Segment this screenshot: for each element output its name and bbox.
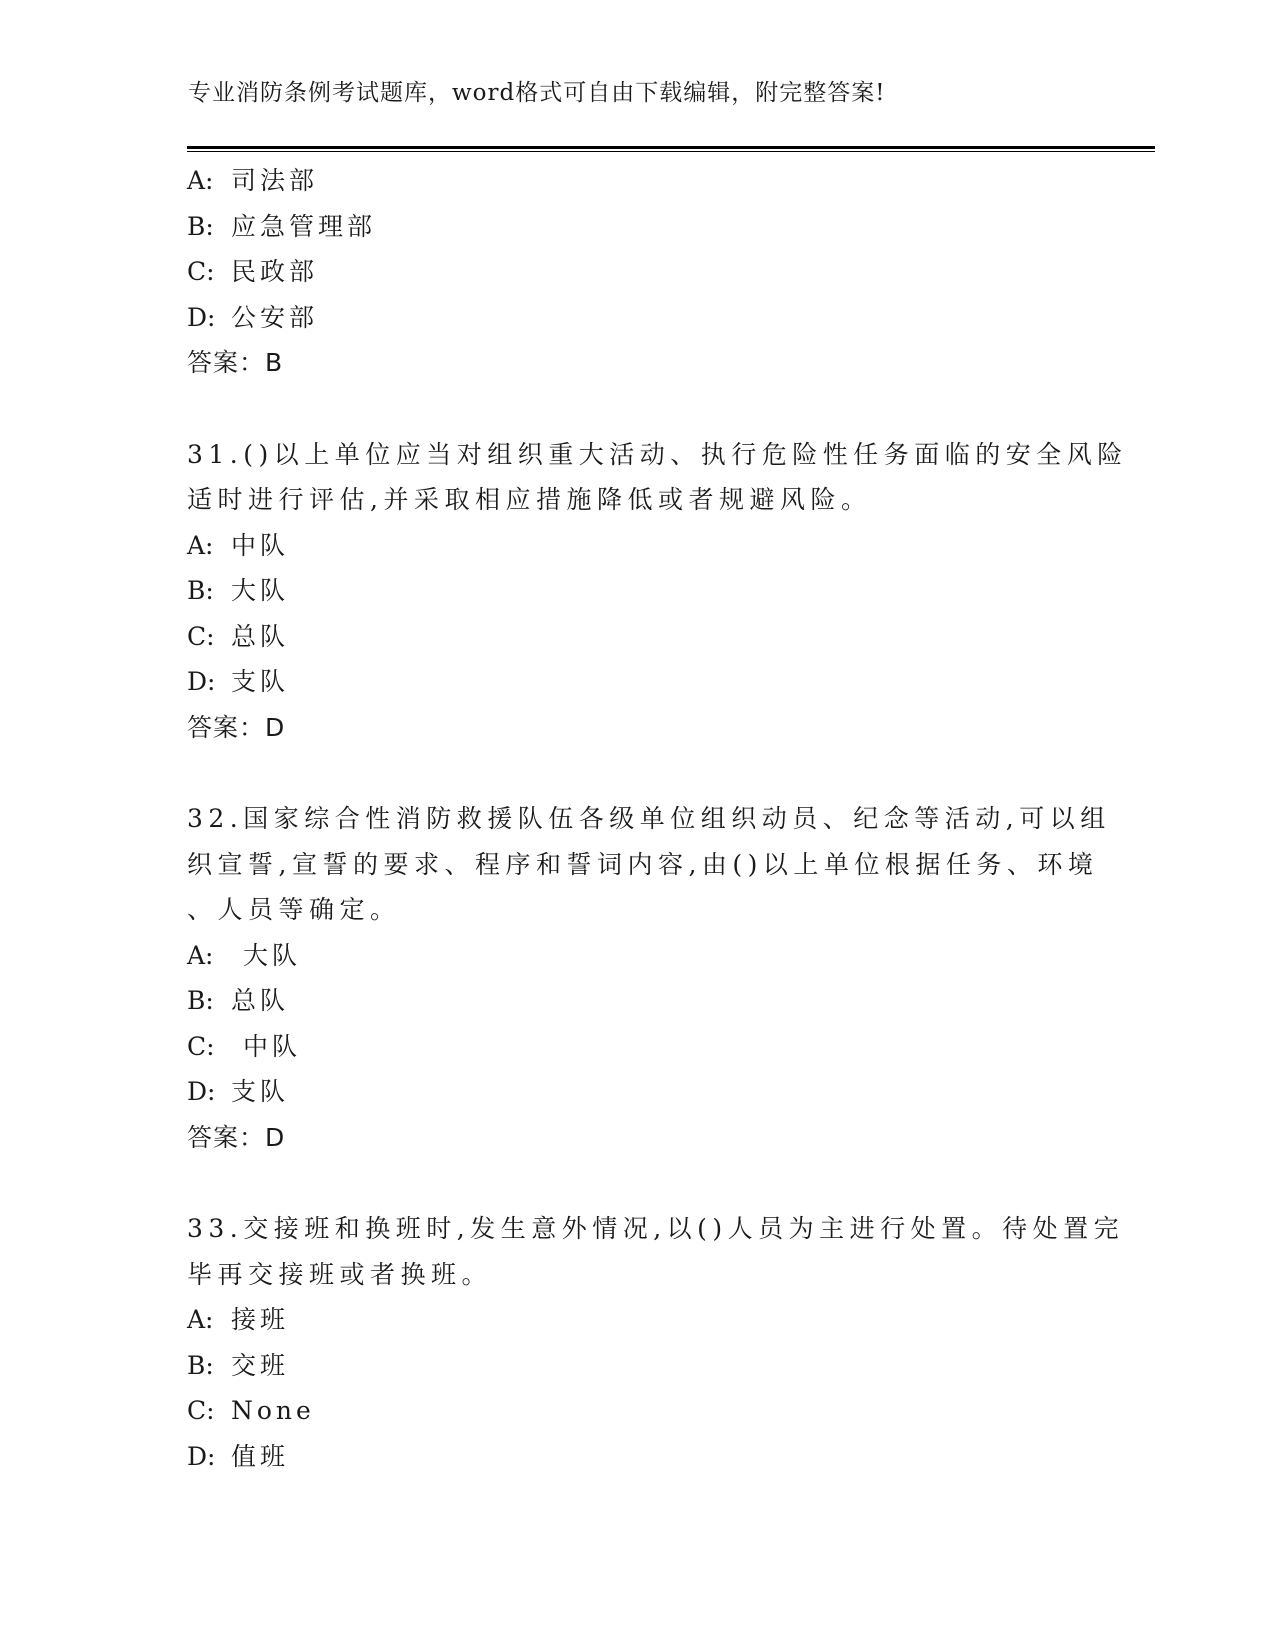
question-32 xyxy=(187,796,1111,1160)
option-key: A: xyxy=(187,940,214,970)
option-key: D: xyxy=(187,1441,216,1471)
option-d xyxy=(187,295,1087,341)
option-text: 交班 xyxy=(231,1350,290,1380)
option-text: 总队 xyxy=(231,986,290,1015)
option-key: C: xyxy=(187,1031,215,1061)
question-stem-line: 织宣誓,宣誓的要求、程序和誓词内容,由()以上单位根据任务、环境 xyxy=(187,849,1099,879)
page-header: 专业消防条例考试题库，word格式可自由下载编辑，附完整答案! xyxy=(188,80,886,106)
spacer xyxy=(187,386,1087,432)
option-b xyxy=(187,568,1087,614)
question-30 xyxy=(187,158,1087,386)
option-d xyxy=(187,1434,1087,1480)
question-stem-line: 31.()以上单位应当对组织重大活动、执行危险性任务面临的安全风险 xyxy=(187,439,1128,469)
option-c xyxy=(187,614,1087,660)
header-divider-thin xyxy=(187,151,1155,152)
option-d xyxy=(187,659,1087,705)
option-text: 大队 xyxy=(231,576,290,605)
question-stem-line: 32.国家综合性消防救援队伍各级单位组织动员、纪念等活动,可以组 xyxy=(187,804,1111,833)
option-text: 应急管理部 xyxy=(231,211,377,241)
option-key: B: xyxy=(187,211,214,241)
option-key: D: xyxy=(187,1077,216,1106)
option-b xyxy=(187,1343,1087,1389)
spacer xyxy=(187,750,1087,796)
option-b xyxy=(187,978,1087,1024)
option-b xyxy=(187,204,1087,250)
option-key: D: xyxy=(187,667,216,696)
option-a xyxy=(187,158,1087,204)
option-text: 公安部 xyxy=(231,302,319,332)
answer-line: 答案：D xyxy=(187,712,286,742)
question-stem-line: 毕再交接班或者换班。 xyxy=(187,1259,493,1289)
option-text: 中队 xyxy=(231,530,290,560)
option-key: C: xyxy=(187,1396,215,1425)
option-text: 大队 xyxy=(231,940,301,970)
option-c xyxy=(187,1388,1087,1434)
option-key: B: xyxy=(187,986,214,1015)
option-key: A: xyxy=(187,530,214,560)
option-text: None xyxy=(231,1396,315,1425)
option-text: 司法部 xyxy=(231,166,319,195)
answer-line: 答案：B xyxy=(187,348,284,377)
option-key: C: xyxy=(187,621,215,651)
answer-line: 答案：D xyxy=(187,1122,286,1152)
option-text: 支队 xyxy=(231,667,290,696)
question-33 xyxy=(187,1206,1125,1479)
option-text: 支队 xyxy=(231,1077,290,1106)
option-text: 接班 xyxy=(231,1305,290,1334)
option-key: B: xyxy=(187,1350,214,1380)
option-a xyxy=(187,933,1087,979)
question-content xyxy=(187,158,1128,1479)
option-key: A: xyxy=(187,1305,214,1334)
option-text: 总队 xyxy=(231,621,290,651)
option-key: D: xyxy=(187,302,216,332)
question-stem-line: 33.交接班和换班时,发生意外情况,以()人员为主进行处置。待处置完 xyxy=(187,1214,1125,1243)
option-text: 值班 xyxy=(231,1441,290,1471)
option-text: 中队 xyxy=(231,1031,301,1061)
question-31 xyxy=(187,432,1128,751)
question-stem-line: 适时进行评估,并采取相应措施降低或者规避风险。 xyxy=(187,485,872,514)
option-key: A: xyxy=(187,166,214,195)
header-divider xyxy=(187,146,1155,149)
option-key: B: xyxy=(187,576,214,605)
option-a xyxy=(187,523,1087,569)
question-stem-line: 、人员等确定。 xyxy=(187,895,401,924)
spacer xyxy=(187,1160,1087,1206)
option-c xyxy=(187,249,1087,295)
option-text: 民政部 xyxy=(231,257,319,286)
option-d xyxy=(187,1069,1087,1115)
option-a xyxy=(187,1297,1087,1343)
option-c xyxy=(187,1024,1087,1070)
option-key: C: xyxy=(187,257,215,286)
